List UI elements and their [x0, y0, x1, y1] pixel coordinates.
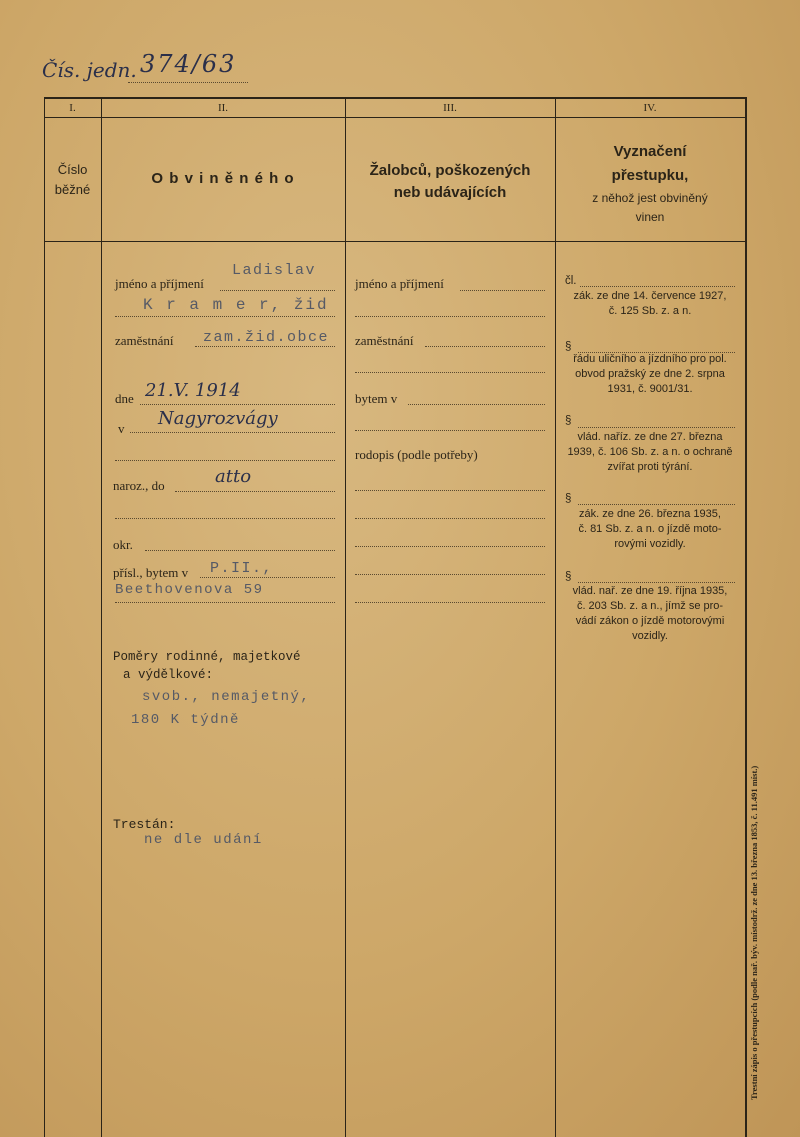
accused-family-value-1: svob., nemajetný,: [142, 689, 311, 705]
accused-residence-label: přísl., bytem v: [113, 565, 189, 580]
accused-name-dots: [220, 290, 335, 291]
accused-street: Beethovenova 59: [115, 582, 264, 598]
offense-4-dots: [578, 504, 735, 505]
complainant-occupation-dots-2: [355, 372, 545, 373]
offense-5-text: [560, 584, 740, 644]
accused-family-label-2: a výdělkové:: [123, 668, 214, 682]
accused-family-value-2: 180 K týdně: [131, 712, 240, 728]
accused-place: Nagyrozvágy: [158, 408, 278, 429]
complainant-occupation-label: zaměstnání: [355, 333, 414, 348]
offense-1-dots: [580, 286, 735, 287]
offense-1-line-b: zák. ze dne 14. července 1927,: [573, 290, 727, 302]
header-cislo-line2: běžné: [54, 182, 91, 197]
header-cislo-line1: Číslo: [57, 162, 88, 177]
accused-date: 21.V. 1914: [145, 380, 241, 401]
cis-jedn-underline: [128, 82, 248, 83]
header-vyznaceni-line1: Vyznačení: [613, 143, 687, 160]
header-vyznaceni-line2: přestupku,: [611, 167, 689, 184]
cis-jedn-label: Čís. jedn.: [42, 58, 137, 82]
accused-place-label: v: [118, 421, 125, 436]
header-row-border: [44, 241, 746, 242]
complainant-residence-dots-2: [355, 430, 545, 431]
numbers-row-border: [44, 117, 746, 118]
offense-3-dots: [578, 427, 735, 428]
accused-born-dots-2: [115, 518, 335, 519]
cis-jedn-value: 374/63: [140, 50, 237, 78]
accused-residence: P.II.,: [210, 560, 274, 577]
accused-date-dots: [140, 404, 335, 405]
accused-born-dots: [175, 491, 335, 492]
accused-date-label: dne: [115, 391, 134, 406]
accused-born-value: atto: [215, 466, 252, 487]
accused-occupation-dots: [195, 346, 335, 347]
accused-born-label: naroz., do: [113, 478, 165, 493]
offense-2-line-d: 1931, č. 9001/31.: [607, 383, 693, 395]
accused-first-name: Ladislav: [232, 262, 317, 279]
offense-4-text: [560, 507, 740, 552]
col-number-i: I.: [69, 102, 76, 114]
offense-5-line-d: vádí zákon o jízdě motorovými: [575, 615, 725, 627]
accused-place-dots-2: [115, 460, 335, 461]
complainant-name-label: jméno a příjmení: [355, 276, 444, 291]
offense-2-text: [560, 352, 740, 397]
offense-4-line-d: rovými vozidly.: [614, 538, 686, 550]
col-number-iii: III.: [443, 102, 457, 114]
offense-5-line-e: vozidly.: [632, 630, 668, 642]
table-left-border: [44, 97, 45, 1137]
complainant-dots-e: [355, 602, 545, 603]
offense-4-heading: §: [565, 493, 572, 505]
offense-4-line-c: č. 81 Sb. z. a n. o jízdě moto-: [578, 523, 722, 535]
offense-1-line-c: č. 125 Sb. z. a n.: [608, 305, 692, 317]
accused-occupation-label: zaměstnání: [115, 333, 174, 348]
accused-place-dots: [130, 432, 335, 433]
col-divider-2: [345, 97, 346, 1137]
offense-3-heading: §: [565, 415, 572, 427]
accused-district-label: okr.: [113, 537, 133, 552]
offense-3-line-c: 1939, č. 106 Sb. z. a n. o ochraně: [567, 446, 733, 458]
header-cislo: [44, 160, 101, 200]
offense-4-line-b: zák. ze dne 26. března 1935,: [579, 508, 721, 520]
complainant-occupation-dots: [425, 346, 545, 347]
header-vyznaceni-line4: vinen: [635, 210, 665, 224]
offense-3-line-b: vlád. naříz. ze dne 27. března: [577, 431, 723, 443]
accused-surname: K r a m e r, žid: [143, 296, 329, 314]
offense-2-line-c: obvod pražský ze dne 2. srpna: [575, 368, 725, 380]
table-top-border: [44, 97, 746, 99]
accused-street-dots: [115, 602, 335, 603]
complainant-name-dots-2: [355, 316, 545, 317]
col-divider-1: [101, 97, 102, 1137]
complainant-dots-c: [355, 546, 545, 547]
offense-3-text: [560, 430, 740, 475]
complainant-dots-a: [355, 490, 545, 491]
table-right-border: [745, 97, 747, 1137]
accused-punished-value: ne dle udání: [144, 832, 263, 848]
accused-surname-dots: [115, 316, 335, 317]
complainant-record-label: rodopis (podle potřeby): [355, 447, 478, 462]
accused-punished-label: Trestán:: [113, 817, 176, 832]
complainant-dots-b: [355, 518, 545, 519]
accused-occupation: zam.žid.obce: [203, 329, 330, 346]
header-zalobcu: [345, 160, 555, 204]
header-vyznaceni-line3: z něhož jest obviněný: [592, 191, 708, 205]
header-zalobcu-line2: neb udávajících: [393, 184, 507, 201]
complainant-residence-dots: [408, 404, 545, 405]
offense-3-line-d: zvířat proti týrání.: [607, 461, 693, 473]
offense-5-line-c: č. 203 Sb. z. a n., jímž se pro-: [576, 600, 724, 612]
offense-2-line-b: řádu uličního a jízdního pro pol.: [573, 353, 727, 365]
col-number-iv: IV.: [643, 102, 657, 114]
offense-5-dots: [578, 582, 735, 583]
complainant-dots-d: [355, 574, 545, 575]
offense-1-heading: čl.: [565, 275, 577, 287]
accused-family-label-1: Poměry rodinné, majetkové: [113, 650, 301, 664]
complainant-residence-label: bytem v: [355, 391, 398, 406]
offense-1-text: [560, 289, 740, 319]
offense-2-heading: §: [565, 341, 572, 353]
header-vyznaceni: [555, 140, 745, 226]
header-zalobcu-line1: Žalobců, poškozených: [369, 162, 531, 179]
complainant-name-dots: [460, 290, 545, 291]
accused-name-label: jméno a příjmení: [115, 276, 204, 291]
col-divider-3: [555, 97, 556, 1137]
offense-5-line-b: vlád. nař. ze dne 19. října 1935,: [572, 585, 728, 597]
accused-district-dots: [145, 550, 335, 551]
header-obvineneho: O b v i n ě n é h o: [151, 170, 295, 187]
accused-residence-dots: [200, 577, 335, 578]
accused-family-labels: [113, 648, 301, 684]
side-note: Trestní zápis o přestupcích (podle nař. býv. místodrž. ze dne 13. března 1853, č. 11.491 míst.): [749, 765, 759, 1100]
col-number-ii: II.: [217, 102, 229, 114]
offense-5-heading: §: [565, 571, 572, 583]
